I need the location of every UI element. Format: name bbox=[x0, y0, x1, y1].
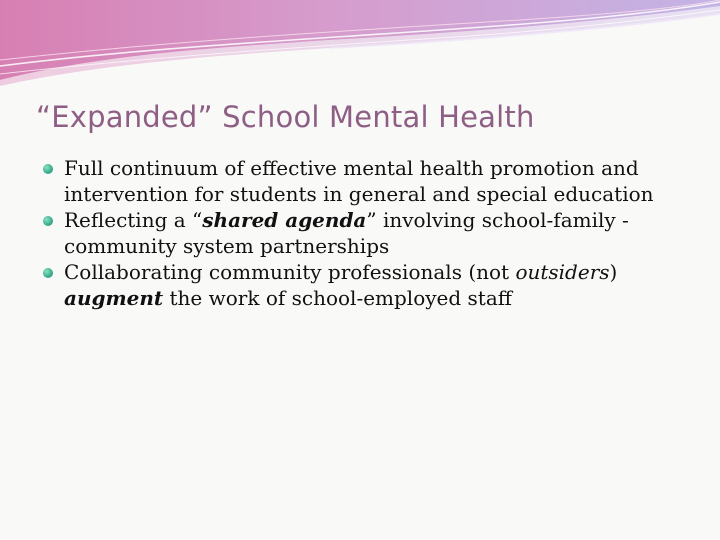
emphasis-shared-agenda: shared agenda bbox=[202, 208, 367, 232]
emphasis-outsiders: outsiders bbox=[515, 260, 610, 284]
bullet-text: Reflecting a “ bbox=[64, 208, 203, 232]
bullet-dot-icon bbox=[43, 164, 53, 174]
bullet-item-collaborating bbox=[64, 259, 704, 311]
bullet-text: ” involving school-family -community system partnerships bbox=[64, 208, 629, 258]
bullet-item-continuum bbox=[64, 155, 704, 207]
bullet-dot-icon bbox=[43, 216, 53, 226]
bullet-item-shared-agenda bbox=[64, 207, 704, 259]
bullet-text: Collaborating community professionals (not bbox=[64, 260, 516, 284]
bullet-dot-icon bbox=[43, 268, 53, 278]
emphasis-augment: augment bbox=[64, 286, 164, 310]
bullet-text: ) bbox=[609, 260, 618, 284]
slide-title: “Expanded” School Mental Health bbox=[36, 100, 535, 134]
bullet-text: the work of school-employed staff bbox=[163, 286, 512, 310]
decorative-swoosh-banner bbox=[0, 0, 720, 90]
bullet-text: Full continuum of effective mental health promotion and intervention for students in general and special education bbox=[64, 156, 654, 206]
bullet-list bbox=[64, 155, 704, 311]
